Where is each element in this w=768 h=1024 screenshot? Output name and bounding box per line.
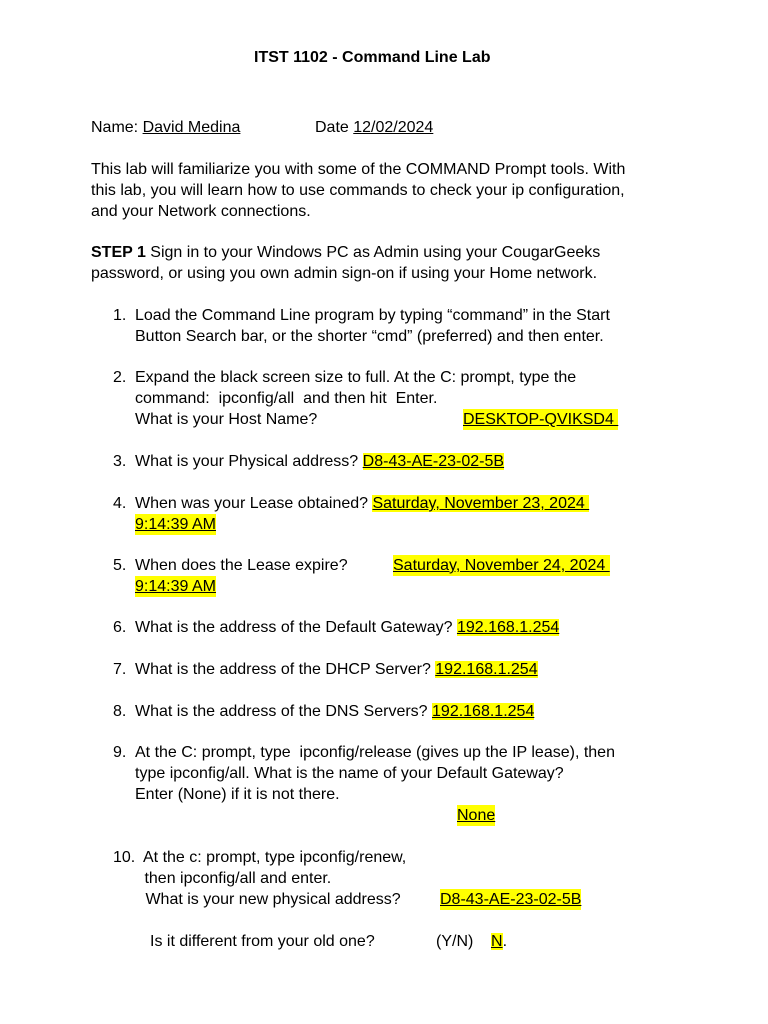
question-text: What is your Physical address? — [135, 453, 363, 470]
step1-line: password, or using you own admin sign-on if using your Home network. — [91, 265, 598, 282]
question-line: What is your Host Name? — [135, 411, 318, 428]
answer-highlight: D8-43-AE-23-02-5B — [362, 453, 505, 470]
page-title: ITST 1102 - Command Line Lab — [254, 49, 491, 66]
list-number: 6. — [113, 619, 127, 636]
question-line — [135, 451, 504, 472]
question-line — [135, 617, 559, 638]
list-number: 10. — [113, 849, 136, 866]
question-line — [135, 701, 534, 722]
step1-text: Sign in to your Windows PC as Admin using your CougarGeeks — [145, 244, 601, 261]
intro-line: and your Network connections. — [91, 203, 311, 220]
question-line: At the c: prompt, type ipconfig/renew, — [143, 849, 407, 866]
date-value: 12/02/2024 — [353, 119, 434, 136]
step1-line — [91, 242, 600, 263]
list-number: 4. — [113, 495, 127, 512]
date-line — [315, 117, 433, 138]
answer-highlight: 192.168.1.254 — [432, 703, 535, 720]
answer-highlight: 9:14:39 AM — [135, 516, 216, 533]
answer-highlight: N — [491, 933, 503, 950]
question-line — [135, 659, 538, 680]
answer-highlight: None — [457, 807, 496, 824]
list-number: 8. — [113, 703, 127, 720]
answer-highlight: 192.168.1.254 — [435, 661, 538, 678]
list-number: 1. — [113, 307, 127, 324]
question-line — [135, 493, 589, 514]
question-line: What is your new physical address? — [141, 891, 401, 908]
answer-highlight: DESKTOP-QVIKSD4 — [463, 411, 619, 428]
question-line: When does the Lease expire? — [135, 557, 348, 574]
question-line: Load the Command Line program by typing “command” in the Start — [135, 307, 610, 324]
question-line: Enter (None) if it is not there. — [135, 786, 340, 803]
intro-line: This lab will familiarize you with some of the COMMAND Prompt tools. With — [91, 161, 626, 178]
question-line: At the C: prompt, type ipconfig/release (gives up the IP lease), then — [135, 744, 615, 761]
period: . — [502, 933, 508, 950]
list-number: 9. — [113, 744, 127, 761]
date-label: Date — [315, 119, 354, 136]
list-number: 3. — [113, 453, 127, 470]
name-line — [91, 117, 240, 138]
answer-highlight: 9:14:39 AM — [135, 578, 216, 595]
question-line: Is it different from your old one? — [150, 933, 375, 950]
name-label: Name: — [91, 119, 143, 136]
list-number: 5. — [113, 557, 127, 574]
question-line: command: ipconfig/all and then hit Enter. — [135, 390, 438, 407]
question-text: What is the address of the Default Gateway? — [135, 619, 457, 636]
intro-line: this lab, you will learn how to use commands to check your ip configuration, — [91, 182, 625, 199]
question-line: then ipconfig/all and enter. — [140, 870, 332, 887]
question-line: Expand the black screen size to full. At the C: prompt, type the — [135, 369, 577, 386]
list-number: 2. — [113, 369, 127, 386]
name-value: David Medina — [142, 119, 241, 136]
question-text: What is the address of the DHCP Server? — [135, 661, 436, 678]
step1-label: STEP 1 — [91, 244, 146, 261]
question-line: type ipconfig/all. What is the name of your Default Gateway? — [135, 765, 564, 782]
answer-highlight: Saturday, November 23, 2024 — [372, 495, 590, 512]
answer-highlight: D8-43-AE-23-02-5B — [440, 891, 582, 908]
question-text: When was your Lease obtained? — [135, 495, 373, 512]
yn-answer-line — [491, 931, 507, 952]
answer-highlight: 192.168.1.254 — [456, 619, 560, 636]
question-line: Button Search bar, or the shorter “cmd” (preferred) and then enter. — [135, 328, 604, 345]
yn-label: (Y/N) — [436, 933, 474, 950]
answer-highlight: Saturday, November 24, 2024 — [393, 557, 610, 574]
question-text: What is the address of the DNS Servers? — [135, 703, 433, 720]
list-number: 7. — [113, 661, 127, 678]
